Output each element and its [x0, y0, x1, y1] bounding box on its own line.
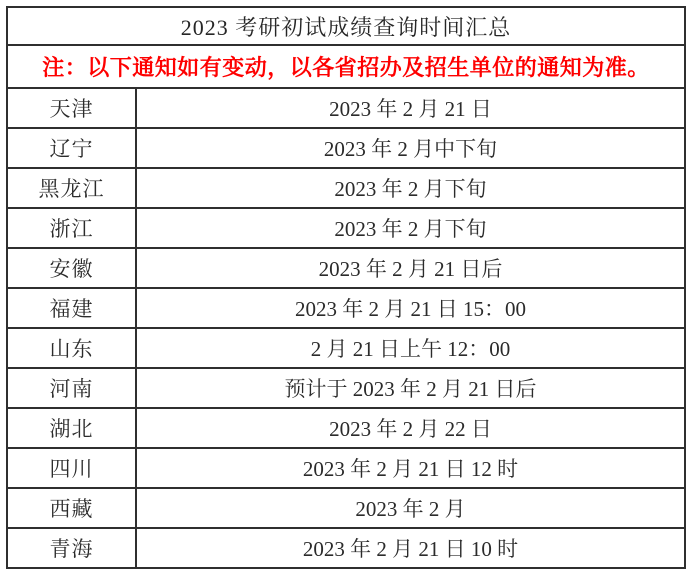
- query-time: 2023 年 2 月下旬: [136, 208, 685, 248]
- score-query-table: [6, 6, 686, 569]
- query-time: 2023 年 2 月 21 日 12 时: [136, 448, 685, 488]
- table-row: [7, 88, 685, 128]
- table-row: [7, 288, 685, 328]
- province-name: 安徽: [7, 248, 136, 288]
- document-page: [0, 6, 692, 585]
- query-time: 2023 年 2 月 21 日: [136, 88, 685, 128]
- table-row: [7, 248, 685, 288]
- query-time: 2023 年 2 月下旬: [136, 168, 685, 208]
- province-name: 河南: [7, 368, 136, 408]
- table-row: [7, 488, 685, 528]
- province-name: 湖北: [7, 408, 136, 448]
- query-time: 2023 年 2 月中下旬: [136, 128, 685, 168]
- province-name: 山东: [7, 328, 136, 368]
- table-row: [7, 328, 685, 368]
- table-row: [7, 528, 685, 568]
- query-time: 2 月 21 日上午 12：00: [136, 328, 685, 368]
- query-time: 2023 年 2 月 22 日: [136, 408, 685, 448]
- table-row: [7, 368, 685, 408]
- province-name: 福建: [7, 288, 136, 328]
- query-time: 2023 年 2 月 21 日 10 时: [136, 528, 685, 568]
- table-row: [7, 448, 685, 488]
- table-row: [7, 408, 685, 448]
- query-time: 2023 年 2 月 21 日 15：00: [136, 288, 685, 328]
- query-time: 2023 年 2 月 21 日后: [136, 248, 685, 288]
- notice-text: 注：以下通知如有变动，以各省招办及招生单位的通知为准。: [7, 45, 685, 88]
- query-time: 2023 年 2 月: [136, 488, 685, 528]
- table-row: [7, 168, 685, 208]
- query-time: 预计于 2023 年 2 月 21 日后: [136, 368, 685, 408]
- province-name: 青海: [7, 528, 136, 568]
- province-rows: [7, 88, 685, 568]
- province-name: 辽宁: [7, 128, 136, 168]
- table-row: [7, 208, 685, 248]
- province-name: 四川: [7, 448, 136, 488]
- province-name: 黑龙江: [7, 168, 136, 208]
- table-row: [7, 128, 685, 168]
- page-title: 2023 考研初试成绩查询时间汇总: [7, 7, 685, 45]
- province-name: 西藏: [7, 488, 136, 528]
- table-title-row: [7, 7, 685, 45]
- table-note-row: [7, 45, 685, 88]
- province-name: 浙江: [7, 208, 136, 248]
- province-name: 天津: [7, 88, 136, 128]
